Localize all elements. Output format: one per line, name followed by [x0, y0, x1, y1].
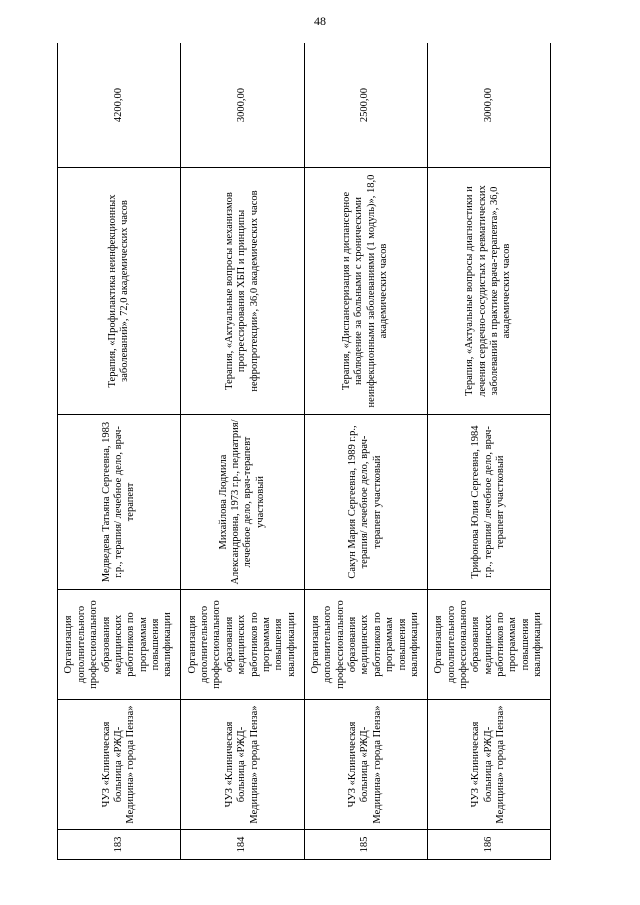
table-row	[58, 43, 181, 860]
table-row	[427, 43, 550, 860]
row-number: 185	[304, 830, 427, 860]
organization-cell: ЧУЗ «Клиническая больница «РЖД-Медицина» города Пенза»	[304, 700, 427, 830]
row-number: 183	[58, 830, 181, 860]
training-type-cell: Организация дополнительного профессионального образования медицинских работников по программам повышения квалификации	[58, 590, 181, 700]
person-cell: Трифонова Юлия Сергеевна, 1984 г.р., терапия/ лечебное дело, врач-терапевт участковый	[427, 415, 550, 590]
amount-cell: 3000,00	[427, 43, 550, 168]
training-type-cell: Организация дополнительного профессионального образования медицинских работников по программам повышения квалификации	[181, 590, 304, 700]
table-row	[304, 43, 427, 860]
organization-cell: ЧУЗ «Клиническая больница «РЖД-Медицина» города Пенза»	[58, 700, 181, 830]
amount-cell: 2500,00	[304, 43, 427, 168]
amount-cell: 4200,00	[58, 43, 181, 168]
table-row	[181, 43, 304, 860]
row-number: 184	[181, 830, 304, 860]
training-table	[57, 43, 551, 860]
training-type-cell: Организация дополнительного профессионального образования медицинских работников по программам повышения квалификации	[304, 590, 427, 700]
person-cell: Медведева Татьяна Сергеевна, 1983 г.р., терапия/ лечебное дело, врач-терапевт	[58, 415, 181, 590]
organization-cell: ЧУЗ «Клиническая больница «РЖД-Медицина» города Пенза»	[427, 700, 550, 830]
program-cell: Терапия, «Профилактика неинфекционных заболеваний», 72,0 академических часов	[58, 168, 181, 415]
person-cell: Михайлова Людмила Александровна, 1973 г.р., педиатрия/ лечебное дело, врач-терапевт участковый	[181, 415, 304, 590]
page-number: 48	[314, 14, 326, 28]
amount-cell: 3000,00	[181, 43, 304, 168]
program-cell: Терапия, «Диспансеризация и диспансерное наблюдение за больными с хроническими неинфекционными заболеваниями (1 модуль)», 18,0 академических часов	[304, 168, 427, 415]
person-cell: Сакун Мария Сергеевна, 1989 г.р., терапия/ лечебное дело, врач-терапевт участковый	[304, 415, 427, 590]
rotated-table-container	[57, 43, 551, 860]
program-cell: Терапия, «Актуальные вопросы диагностики и лечения сердечно-сосудистых и ревматических заболеваний в практике врача-терапевта», 36,0 академических часов	[427, 168, 550, 415]
table-viewport	[57, 43, 551, 860]
training-type-cell: Организация дополнительного профессионального образования медицинских работников по программам повышения квалификации	[427, 590, 550, 700]
row-number: 186	[427, 830, 550, 860]
organization-cell: ЧУЗ «Клиническая больница «РЖД-Медицина» города Пенза»	[181, 700, 304, 830]
program-cell: Терапия, «Актуальные вопросы механизмов прогрессирования ХБП и принципы нефропротекции», 36,0 академических часов	[181, 168, 304, 415]
